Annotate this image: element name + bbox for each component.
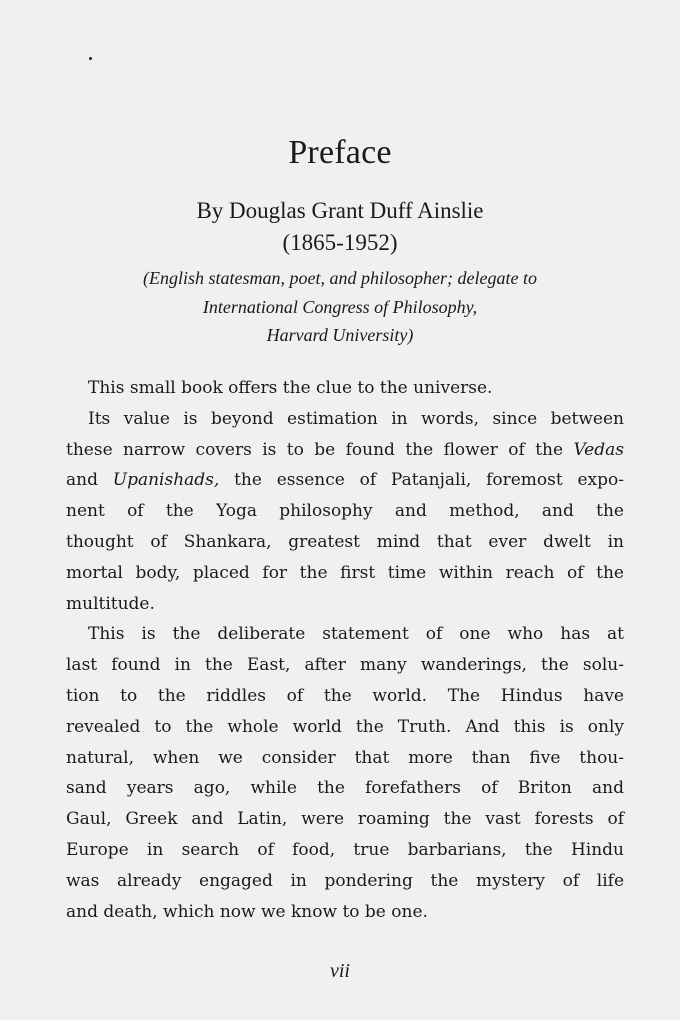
credentials-line: International Congress of Philosophy, <box>202 296 478 317</box>
paragraph-line: This small book offers the clue to the universe. <box>88 378 493 398</box>
paragraph-line: sand years ago, while the forefathers of Briton and <box>66 778 624 799</box>
paragraph-line: natural, when we consider that more than five thou- <box>66 747 624 768</box>
credentials-line: (English statesman, poet, and philosopher; delegate to <box>143 268 537 288</box>
author-years: (1865-1952) <box>282 230 398 255</box>
credentials-line: Harvard University) <box>266 325 414 345</box>
paragraph-line: and Upanishads, the essence of Patanjali, foremost expo- <box>66 470 624 491</box>
paragraph-line: mortal body, placed for the first time within reach of the <box>66 562 624 583</box>
paragraph-line: This is the deliberate statement of one who has at <box>88 624 624 645</box>
paragraph-line: and death, which now we know to be one. <box>66 901 428 922</box>
author-credentials <box>0 264 680 350</box>
paragraph-line: was already engaged in pondering the mystery of life <box>66 870 624 891</box>
paragraph-line: Its value is beyond estimation in words, since between <box>88 408 624 429</box>
paragraph-line: nent of the Yoga philosophy and method, and the <box>66 501 624 522</box>
author-byline: By Douglas Grant Duff Ainslie <box>196 198 484 223</box>
paragraph-line: Europe in search of food, true barbarians, the Hindu <box>66 839 624 860</box>
italic-term: Upanishads, <box>112 470 220 491</box>
paragraph-line: revealed to the whole world the Truth. And this is only <box>66 716 624 737</box>
paragraph-line: last found in the East, after many wanderings, the solu- <box>66 655 624 676</box>
paragraph-line: these narrow covers is to be found the flower of the Vedas <box>66 439 624 460</box>
ink-speck <box>89 57 92 60</box>
page-title: Preface <box>288 134 392 171</box>
paragraph-line: multitude. <box>66 593 155 614</box>
paragraph-line: Gaul, Greek and Latin, were roaming the vast forests of <box>66 809 624 830</box>
italic-term: Vedas <box>573 439 624 460</box>
page-number: vii <box>330 960 350 982</box>
preface-body <box>66 373 624 927</box>
paragraph-line: thought of Shankara, greatest mind that ever dwelt in <box>66 531 624 552</box>
paragraph-line: tion to the riddles of the world. The Hindus have <box>66 685 624 706</box>
